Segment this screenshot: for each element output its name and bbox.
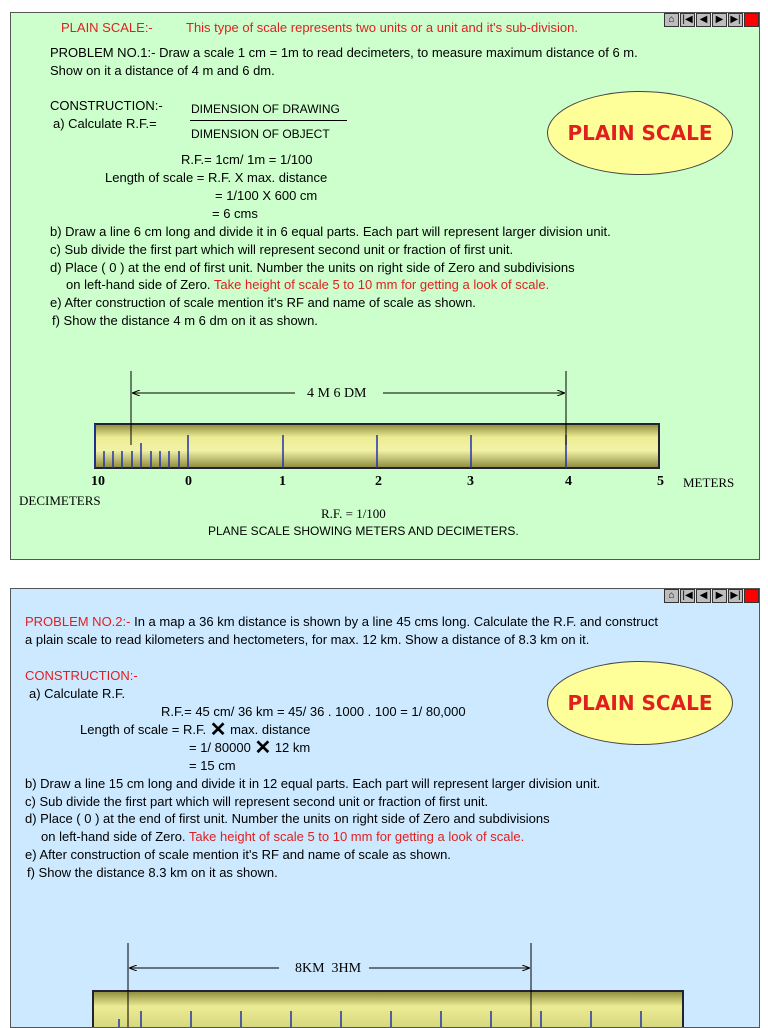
problem-line-2: Show on it a distance of 4 m and 6 dm.: [50, 63, 275, 78]
slide-problem-1: [10, 12, 760, 560]
first-slide-icon[interactable]: |◀: [680, 589, 695, 603]
previous-slide-icon[interactable]: ◀: [696, 13, 711, 27]
scale-number-10: 10: [91, 474, 105, 489]
construction-heading: CONSTRUCTION:-: [25, 668, 138, 683]
scale-bar: [93, 991, 683, 1028]
multiply-icon: ✕: [209, 719, 227, 741]
scale-number-1: 1: [279, 474, 286, 489]
step-c: c) Sub divide the first part which will represent second unit or fraction of first unit.: [50, 242, 514, 257]
rf-calculation: R.F.= 1cm/ 1m = 1/100: [181, 152, 313, 167]
next-slide-icon[interactable]: ▶: [712, 13, 727, 27]
length-line-1: Length of scale = R.F. X max. distance: [105, 170, 328, 185]
scale-drawing-2: [11, 589, 760, 1028]
scale-number-5: 5: [657, 474, 664, 489]
length-line-2: = 1/100 X 600 cm: [215, 188, 318, 203]
scale-drawing-1: [11, 13, 760, 560]
slide-problem-2: [10, 588, 760, 1028]
first-slide-icon[interactable]: |◀: [680, 13, 695, 27]
construction-heading: CONSTRUCTION:-: [50, 98, 163, 113]
step-b: b) Draw a line 15 cm long and divide it in 12 equal parts. Each part will represent larger division unit.: [25, 776, 601, 791]
step-d-text: on left-hand side of Zero.: [41, 829, 186, 844]
length-text-b: max. distance: [230, 722, 311, 737]
length-line-3: = 6 cms: [212, 206, 258, 221]
sub-units-label: DECIMETERS: [19, 493, 101, 508]
scale-caption: PLANE SCALE SHOWING METERS AND DECIMETERS.: [208, 524, 519, 538]
step-d-line-1: d) Place ( 0 ) at the end of first unit. Number the units on right side of Zero and subdivisions: [50, 260, 575, 275]
length-text: Length of scale = R.F.: [80, 722, 207, 737]
previous-slide-icon[interactable]: ◀: [696, 589, 711, 603]
scale-number-3: 3: [467, 474, 474, 489]
header-text: This type of scale represents two units or a unit and it's sub-division.: [186, 20, 578, 35]
step-c: c) Sub divide the first part which will represent second unit or fraction of first unit.: [25, 794, 489, 809]
header-label: PLAIN SCALE:-: [61, 20, 153, 35]
length-line-3: = 15 cm: [189, 758, 236, 773]
fraction-denominator: DIMENSION OF OBJECT: [191, 127, 330, 141]
step-d-text: on left-hand side of Zero.: [66, 277, 211, 292]
badge-title: PLAIN SCALE: [567, 121, 713, 145]
next-slide-icon[interactable]: ▶: [712, 589, 727, 603]
fraction-numerator: DIMENSION OF DRAWING: [191, 102, 340, 116]
rf-caption: R.F. = 1/100: [321, 506, 386, 521]
step-d-note: Take height of scale 5 to 10 mm for getting a look of scale.: [213, 277, 550, 292]
last-slide-icon[interactable]: ▶|: [728, 13, 743, 27]
distance-label: 4 M 6 DM: [307, 386, 367, 401]
problem-line-2: a plain scale to read kilometers and hectometers, for max. 12 km. Show a distance of 8.3 km on it.: [25, 632, 590, 647]
badge-title: PLAIN SCALE: [567, 691, 713, 715]
scale-number-4: 4: [565, 474, 572, 489]
problem-label: PROBLEM NO.2:-: [25, 614, 131, 629]
step-f: f) Show the distance 8.3 km on it as shown.: [27, 865, 278, 880]
problem-text: In a map a 36 km distance is shown by a line 45 cms long. Calculate the R.F. and construct: [134, 614, 658, 629]
last-slide-icon[interactable]: ▶|: [728, 589, 743, 603]
distance-label: 8KM 3HM: [295, 961, 362, 976]
step-e: e) After construction of scale mention it's RF and name of scale as shown.: [25, 847, 451, 862]
rf-calculation: R.F.= 45 cm/ 36 km = 45/ 36 . 1000 . 100 = 1/ 80,000: [161, 704, 466, 719]
length-value: = 1/ 80000: [189, 740, 251, 755]
home-icon[interactable]: ⌂: [664, 589, 679, 603]
step-d-note: Take height of scale 5 to 10 mm for getting a look of scale.: [188, 829, 525, 844]
step-d-line-1: d) Place ( 0 ) at the end of first unit. Number the units on right side of Zero and subdivisions: [25, 811, 550, 826]
multiply-icon: ✕: [254, 737, 272, 759]
scale-number-2: 2: [375, 474, 382, 489]
step-b: b) Draw a line 6 cm long and divide it in 6 equal parts. Each part will represent larger division unit.: [50, 224, 611, 239]
step-e: e) After construction of scale mention it's RF and name of scale as shown.: [50, 295, 476, 310]
calc-rf-label: a) Calculate R.F.=: [53, 116, 157, 131]
calc-rf-label: a) Calculate R.F.: [29, 686, 126, 701]
length-value-b: 12 km: [274, 740, 311, 755]
units-label: METERS: [683, 475, 735, 490]
step-f: f) Show the distance 4 m 6 dm on it as shown.: [52, 313, 318, 328]
home-icon[interactable]: ⌂: [664, 13, 679, 27]
scale-number-0: 0: [185, 474, 192, 489]
problem-line-1: PROBLEM NO.1:- Draw a scale 1 cm = 1m to read decimeters, to measure maximum distance of 6 m.: [50, 45, 638, 60]
